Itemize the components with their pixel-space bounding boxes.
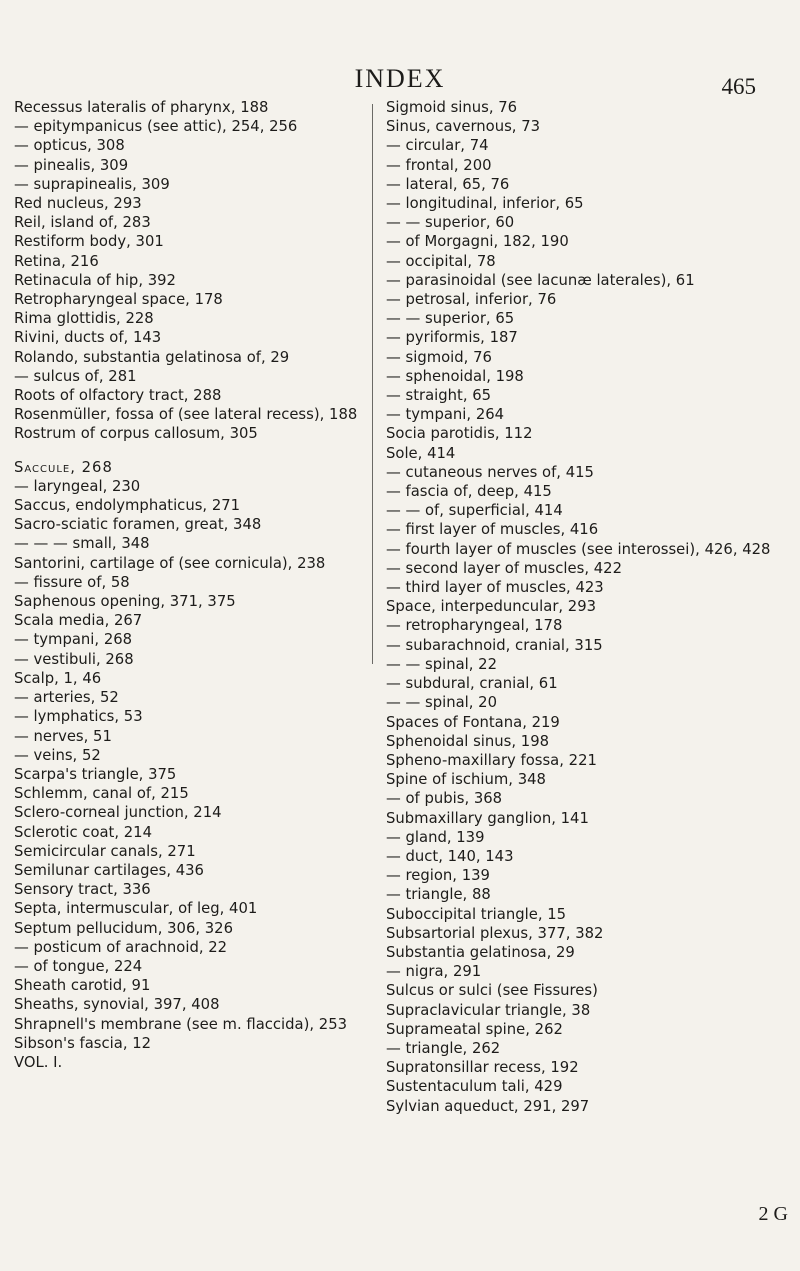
index-entry: — cutaneous nerves of, 415 xyxy=(386,463,594,481)
index-entry: Retina, 216 xyxy=(14,252,99,270)
index-entry: — veins, 52 xyxy=(14,746,101,764)
index-entry: Subsartorial plexus, 377, 382 xyxy=(386,924,604,942)
index-entry: — of Morgagni, 182, 190 xyxy=(386,233,569,251)
index-entry: — frontal, 200 xyxy=(386,156,492,174)
index-entry: — vestibuli, 268 xyxy=(14,650,134,668)
index-entry: Sensory tract, 336 xyxy=(14,881,151,899)
index-entry: — lymphatics, 53 xyxy=(14,708,143,726)
index-entry: Sclero-corneal junction, 214 xyxy=(14,804,222,822)
signature-mark: 2 G xyxy=(758,1203,788,1225)
index-entry: Substantia gelatinosa, 29 xyxy=(386,943,575,961)
index-column-left xyxy=(14,98,360,1072)
index-entry: Roots of olfactory tract, 288 xyxy=(14,387,222,405)
index-entry: Semicircular canals, 271 xyxy=(14,842,196,860)
index-entry: Supraclavicular triangle, 38 xyxy=(386,1001,591,1019)
index-entry: Rivini, ducts of, 143 xyxy=(14,329,162,347)
index-entry: Recessus lateralis of pharynx, 188 xyxy=(14,99,269,116)
index-entry: Restiform body, 301 xyxy=(14,233,164,251)
index-entry: — sulcus of, 281 xyxy=(14,367,137,385)
column-divider xyxy=(372,104,373,664)
index-entry: — longitudinal, inferior, 65 xyxy=(386,195,584,213)
index-entry: Retinacula of hip, 392 xyxy=(14,271,176,289)
index-entry: Septum pellucidum, 306, 326 xyxy=(14,919,234,937)
index-entry: — circular, 74 xyxy=(386,137,489,155)
index-entry: — parasinoidal (see lacunæ laterales), 61 xyxy=(386,271,695,289)
index-entry: — occipital, 78 xyxy=(386,252,496,270)
index-entry: — triangle, 262 xyxy=(386,1039,501,1057)
index-entry: — suprapinealis, 309 xyxy=(14,175,170,193)
index-entry: — subdural, cranial, 61 xyxy=(386,675,558,693)
index-entry: Socia parotidis, 112 xyxy=(386,425,533,443)
index-entry: Scalp, 1, 46 xyxy=(14,669,102,687)
index-entry: — nerves, 51 xyxy=(14,727,112,745)
index-entry: — opticus, 308 xyxy=(14,137,125,155)
index-entry: — third layer of muscles, 423 xyxy=(386,579,604,597)
index-entry: Sibson's fascia, 12 xyxy=(14,1034,152,1052)
index-entry: — tympani, 268 xyxy=(14,631,133,649)
index-entry: — subarachnoid, cranial, 315 xyxy=(386,636,603,654)
index-entry: Scarpa's triangle, 375 xyxy=(14,765,177,783)
index-entry: Saphenous opening, 371, 375 xyxy=(14,593,236,611)
index-entry: — fissure of, 58 xyxy=(14,573,130,591)
index-entry: — petrosal, inferior, 76 xyxy=(386,291,557,309)
index-entry: — of tongue, 224 xyxy=(14,957,143,975)
index-entry: Suprameatal spine, 262 xyxy=(386,1020,563,1038)
index-entry: Reil, island of, 283 xyxy=(14,214,151,232)
index-column-right xyxy=(386,98,780,1116)
index-entry: — — of, superficial, 414 xyxy=(386,502,563,520)
index-entry: VOL. I. xyxy=(14,1053,63,1071)
index-entry: — — spinal, 22 xyxy=(386,655,498,673)
index-entry: Rima glottidis, 228 xyxy=(14,310,154,328)
index-entry: — fascia of, deep, 415 xyxy=(386,483,552,501)
index-entry: Rostrum of corpus callosum, 305 xyxy=(14,425,258,443)
index-entry: — retropharyngeal, 178 xyxy=(386,617,563,635)
index-entry: — sigmoid, 76 xyxy=(386,348,492,366)
index-entry: Shrapnell's membrane (see m. flaccida), 253 xyxy=(14,1015,348,1033)
index-entry: Scala media, 267 xyxy=(14,612,143,630)
index-entry: Sustentaculum tali, 429 xyxy=(386,1078,563,1096)
index-entry: — duct, 140, 143 xyxy=(386,847,514,865)
index-entry: Santorini, cartilage of (see cornicula), 238 xyxy=(14,554,326,572)
index-entry: Rosenmüller, fossa of (see lateral recess), 188 xyxy=(14,406,358,424)
index-entry: Suboccipital triangle, 15 xyxy=(386,905,567,923)
index-entry: — fourth layer of muscles (see interossei), 426, 428 xyxy=(386,540,771,558)
index-entry: Spheno-maxillary fossa, 221 xyxy=(386,751,597,769)
index-entry: — region, 139 xyxy=(386,867,490,885)
index-entry: Sole, 414 xyxy=(386,444,456,462)
index-entry: — lateral, 65, 76 xyxy=(386,175,510,193)
index-entry: — tympani, 264 xyxy=(386,406,505,424)
index-entry: Red nucleus, 293 xyxy=(14,195,142,213)
index-entry: — laryngeal, 230 xyxy=(14,477,141,495)
index-entry: Rolando, substantia gelatinosa of, 29 xyxy=(14,348,290,366)
index-entry: Sclerotic coat, 214 xyxy=(14,823,153,841)
index-entry: — nigra, 291 xyxy=(386,963,482,981)
index-entry: Saccule, 268 xyxy=(14,458,113,476)
index-entry: Semilunar cartilages, 436 xyxy=(14,861,204,879)
index-entry: — of pubis, 368 xyxy=(386,790,503,808)
index-entry: Sylvian aqueduct, 291, 297 xyxy=(386,1097,590,1115)
index-entry: — epitympanicus (see attic), 254, 256 xyxy=(14,118,298,136)
index-entry: Retropharyngeal space, 178 xyxy=(14,291,223,309)
index-entry: — — superior, 65 xyxy=(386,310,515,328)
index-entry: Saccus, endolymphaticus, 271 xyxy=(14,497,241,515)
index-entry: Supratonsillar recess, 192 xyxy=(386,1059,579,1077)
index-entry: — pyriformis, 187 xyxy=(386,329,518,347)
index-entry: Spine of ischium, 348 xyxy=(386,771,546,789)
index-entry: — triangle, 88 xyxy=(386,886,491,904)
index-entry: Sheaths, synovial, 397, 408 xyxy=(14,996,220,1014)
index-entry: Septa, intermuscular, of leg, 401 xyxy=(14,900,258,918)
index-entry: — gland, 139 xyxy=(386,828,485,846)
index-entry: Sulcus or sulci (see Fissures) xyxy=(386,982,598,1000)
index-entry: Sacro-sciatic foramen, great, 348 xyxy=(14,516,262,534)
index-entry: Sphenoidal sinus, 198 xyxy=(386,732,550,750)
page-title: INDEX xyxy=(354,64,446,93)
index-entry: Schlemm, canal of, 215 xyxy=(14,785,189,803)
index-entry: Submaxillary ganglion, 141 xyxy=(386,809,589,827)
index-entry: Sinus, cavernous, 73 xyxy=(386,118,541,136)
index-entry: — sphenoidal, 198 xyxy=(386,367,524,385)
index-entry: — straight, 65 xyxy=(386,387,492,405)
page-number: 465 xyxy=(721,74,756,99)
index-entry: — — — small, 348 xyxy=(14,535,150,553)
index-entry: — — superior, 60 xyxy=(386,214,515,232)
index-entry: — first layer of muscles, 416 xyxy=(386,521,599,539)
index-entry: — — spinal, 20 xyxy=(386,694,498,712)
index-entry: Space, interpeduncular, 293 xyxy=(386,598,597,616)
index-entry: — arteries, 52 xyxy=(14,689,119,707)
index-entry: — second layer of muscles, 422 xyxy=(386,559,622,577)
index-entry: Sigmoid sinus, 76 xyxy=(386,99,518,116)
index-entry: Spaces of Fontana, 219 xyxy=(386,713,560,731)
index-entry: — pinealis, 309 xyxy=(14,156,129,174)
index-entry: — posticum of arachnoid, 22 xyxy=(14,938,228,956)
index-entry: Sheath carotid, 91 xyxy=(14,977,151,995)
